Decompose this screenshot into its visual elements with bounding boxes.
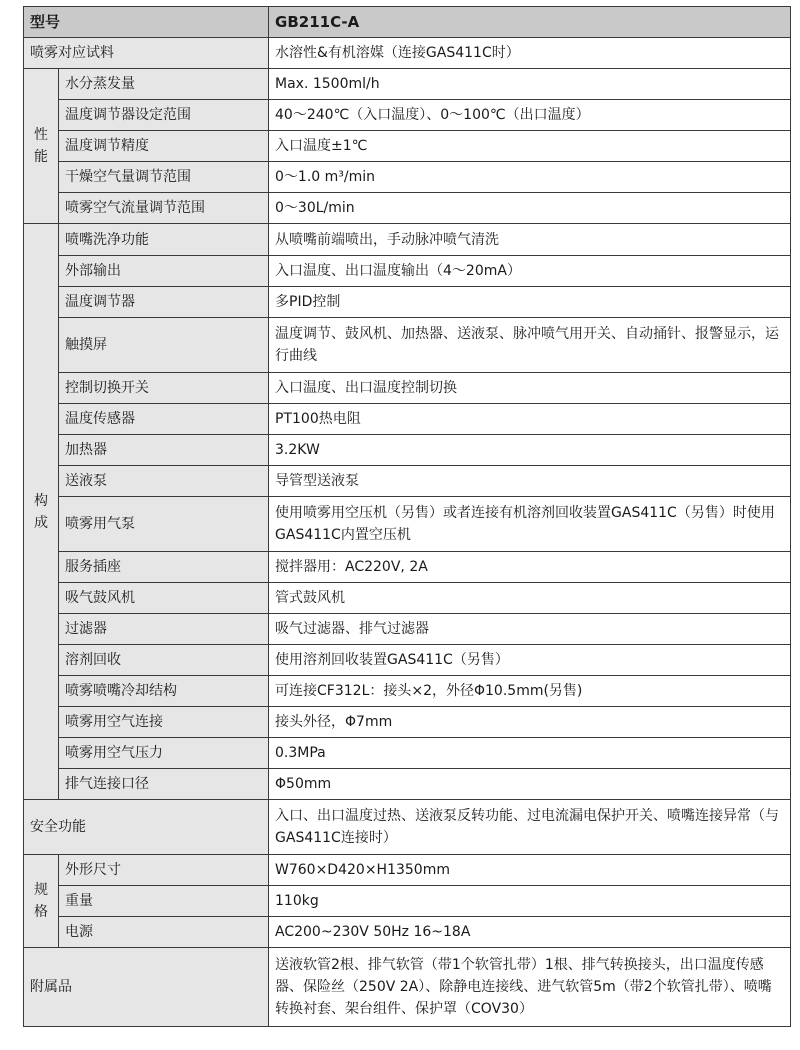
table-row	[24, 707, 791, 738]
spray-reagent-row	[24, 38, 791, 69]
row-label: 温度调节器设定范围	[59, 100, 269, 131]
row-value: 入口温度、出口温度输出（4～20mA）	[269, 256, 791, 287]
row-value: Max. 1500ml/h	[269, 69, 791, 100]
row-label: 送液泵	[59, 466, 269, 497]
row-label: 喷雾喷嘴冷却结构	[59, 676, 269, 707]
row-value: 使用喷雾用空压机（另售）或者连接有机溶剂回收装置GAS411C（另售）时使用GAS411C内置空压机	[269, 497, 791, 552]
row-label: 触摸屏	[59, 318, 269, 373]
row-label: 吸气鼓风机	[59, 583, 269, 614]
table-row	[24, 100, 791, 131]
category-char: 成	[34, 514, 48, 531]
table-row	[24, 256, 791, 287]
row-value: AC200~230V 50Hz 16~18A	[269, 917, 791, 948]
table-row	[24, 435, 791, 466]
row-label: 过滤器	[59, 614, 269, 645]
row-label: 喷雾用空气压力	[59, 738, 269, 769]
row-label: 溶剂回收	[59, 645, 269, 676]
row-label: 喷雾用空气连接	[59, 707, 269, 738]
row-label: 外形尺寸	[59, 855, 269, 886]
safety-row	[24, 800, 791, 855]
row-value: 3.2KW	[269, 435, 791, 466]
row-value: 接头外径，Φ7mm	[269, 707, 791, 738]
row-label: 服务插座	[59, 552, 269, 583]
row-value: Φ50mm	[269, 769, 791, 800]
row-label: 排气连接口径	[59, 769, 269, 800]
category-specs	[24, 855, 59, 948]
table-row	[24, 224, 791, 256]
table-row	[24, 497, 791, 552]
row-value: PT100热电阻	[269, 404, 791, 435]
row-label: 温度传感器	[59, 404, 269, 435]
row-label: 喷雾空气流量调节范围	[59, 193, 269, 224]
table-row	[24, 769, 791, 800]
table-row	[24, 69, 791, 100]
spray-reagent-value: 水溶性&有机溶媒（连接GAS411C时）	[269, 38, 791, 69]
category-performance	[24, 69, 59, 224]
row-label: 干燥空气量调节范围	[59, 162, 269, 193]
row-value: 多PID控制	[269, 287, 791, 318]
category-composition	[24, 224, 59, 800]
row-value: 0～30L/min	[269, 193, 791, 224]
row-label: 温度调节精度	[59, 131, 269, 162]
table-row	[24, 855, 791, 886]
safety-value: 入口、出口温度过热、送液泵反转功能、过电流漏电保护开关、喷嘴连接异常（与GAS411C连接时）	[269, 800, 791, 855]
row-value: 导管型送液泵	[269, 466, 791, 497]
row-label: 喷嘴洗净功能	[59, 224, 269, 256]
row-value: 可连接CF312L：接头×2，外径Φ10.5mm(另售)	[269, 676, 791, 707]
table-row	[24, 131, 791, 162]
row-value: 110kg	[269, 886, 791, 917]
spec-table	[23, 6, 791, 1027]
table-row	[24, 162, 791, 193]
spray-reagent-label: 喷雾对应试料	[24, 38, 269, 69]
row-value: 入口温度±1℃	[269, 131, 791, 162]
table-row	[24, 318, 791, 373]
row-value: 0.3MPa	[269, 738, 791, 769]
row-label: 温度调节器	[59, 287, 269, 318]
row-label: 加热器	[59, 435, 269, 466]
row-value: 入口温度、出口温度控制切换	[269, 373, 791, 404]
table-row	[24, 583, 791, 614]
row-value: 使用溶剂回收装置GAS411C（另售）	[269, 645, 791, 676]
spec-sheet	[23, 6, 790, 1027]
row-value: W760×D420×H1350mm	[269, 855, 791, 886]
table-row	[24, 738, 791, 769]
row-value: 吸气过滤器、排气过滤器	[269, 614, 791, 645]
table-row	[24, 886, 791, 917]
model-label: 型号	[24, 7, 269, 38]
row-label: 水分蒸发量	[59, 69, 269, 100]
table-row	[24, 373, 791, 404]
header-row	[24, 7, 791, 38]
row-value: 搅拌器用：AC220V, 2A	[269, 552, 791, 583]
table-row	[24, 193, 791, 224]
table-row	[24, 917, 791, 948]
row-label: 控制切换开关	[59, 373, 269, 404]
table-row	[24, 645, 791, 676]
table-row	[24, 676, 791, 707]
category-char: 构	[34, 492, 48, 509]
table-row	[24, 614, 791, 645]
row-value: 40～240℃（入口温度）、0～100℃（出口温度）	[269, 100, 791, 131]
row-label: 喷雾用气泵	[59, 497, 269, 552]
category-char: 性	[34, 127, 48, 143]
table-row	[24, 404, 791, 435]
accessories-value: 送液软管2根、排气软管（带1个软管扎带）1根、排气转换接头，出口温度传感器、保险丝（250V 2A）、除静电连接线、进气软管5m（带2个软管扎带）、喷嘴转换衬套、架台组件、保护罩（COV30）	[269, 948, 791, 1027]
safety-label: 安全功能	[24, 800, 269, 855]
row-value: 从喷嘴前端喷出，手动脉冲喷气清洗	[269, 224, 791, 256]
table-row	[24, 552, 791, 583]
row-value: 0～1.0 m³/min	[269, 162, 791, 193]
table-row	[24, 287, 791, 318]
row-label: 外部输出	[59, 256, 269, 287]
row-label: 重量	[59, 886, 269, 917]
row-value: 管式鼓风机	[269, 583, 791, 614]
accessories-row	[24, 948, 791, 1027]
row-label: 电源	[59, 917, 269, 948]
category-char: 格	[34, 904, 48, 920]
accessories-label: 附属品	[24, 948, 269, 1027]
table-row	[24, 466, 791, 497]
model-value: GB211C-A	[269, 7, 791, 38]
row-value: 温度调节、鼓风机、加热器、送液泵、脉冲喷气用开关、自动捅针、报警显示，运行曲线	[269, 318, 791, 373]
category-char: 规	[34, 882, 48, 898]
category-char: 能	[34, 149, 48, 165]
